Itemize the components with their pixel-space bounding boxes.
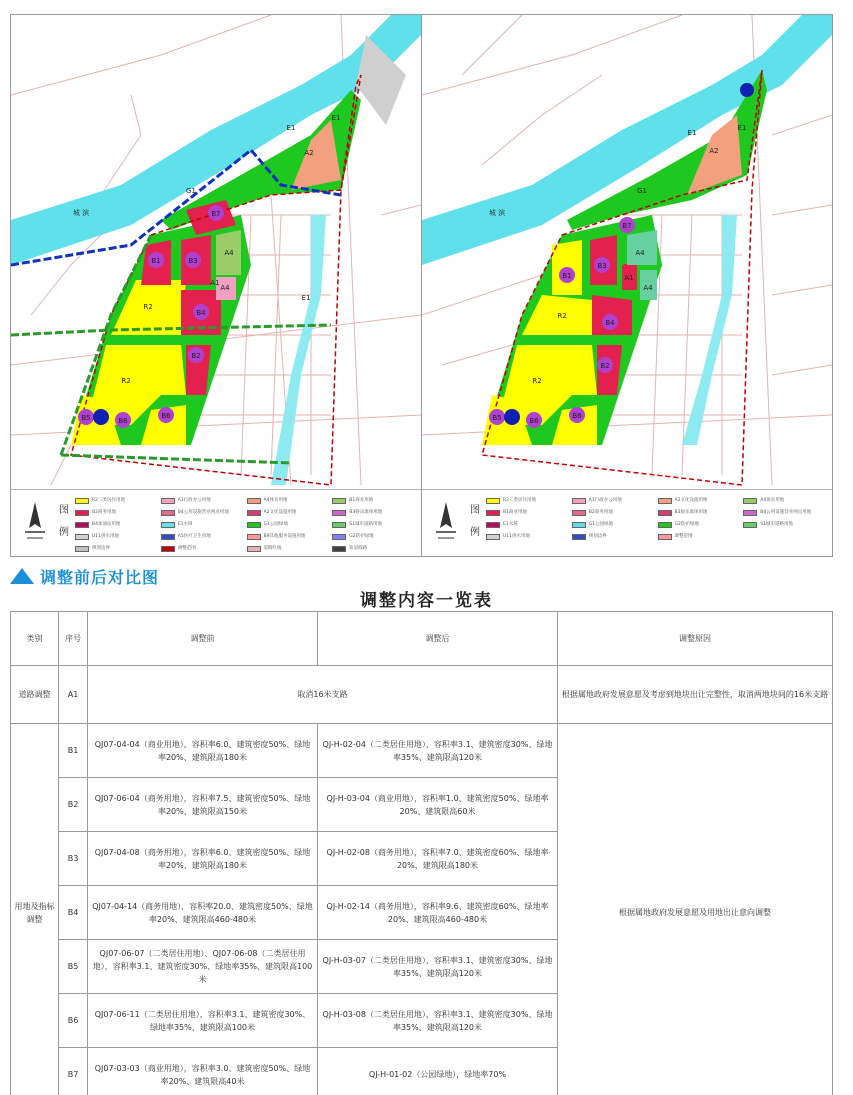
legend-label: A1行政办公用地 bbox=[588, 498, 622, 503]
legend-label: R2二类居住用地 bbox=[92, 498, 125, 503]
label-e1b: E1 bbox=[331, 114, 341, 122]
legend-swatch bbox=[743, 522, 757, 528]
legend-swatch bbox=[161, 534, 175, 540]
table-row bbox=[11, 724, 833, 778]
label-r2-south: R2 bbox=[532, 377, 542, 385]
legend-label: A5医疗卫生用地 bbox=[177, 534, 211, 539]
row-before: QJ07-03-03（商业用地），容积率3.0、建筑密度50%、绿地率20%、建筑限高40米 bbox=[88, 1048, 318, 1095]
legend-swatch bbox=[161, 510, 175, 516]
label-a4a: A4 bbox=[635, 249, 645, 257]
map-after-drawing bbox=[422, 15, 832, 489]
header-reason: 调整原因 bbox=[558, 612, 833, 666]
north-arrow-icon bbox=[430, 498, 462, 548]
label-b4: B4 bbox=[196, 309, 206, 317]
legend-label: U11供水用地 bbox=[503, 534, 531, 539]
legend-item bbox=[743, 496, 826, 505]
label-b6b: B6 bbox=[161, 412, 171, 420]
label-g1: G1 bbox=[186, 187, 196, 195]
label-r2-south: R2 bbox=[121, 377, 131, 385]
legend-swatch bbox=[75, 498, 89, 504]
legend-label: A2文化设施用地 bbox=[263, 510, 297, 515]
label-river: 城 滨 bbox=[488, 209, 506, 217]
row-id: B3 bbox=[59, 832, 88, 886]
legend-swatch bbox=[658, 522, 672, 528]
label-b6a: B6 bbox=[529, 417, 539, 425]
legend-item bbox=[332, 496, 415, 505]
legend-item bbox=[486, 520, 569, 529]
legend-swatch bbox=[161, 546, 175, 552]
legend-items bbox=[75, 496, 415, 553]
legend-swatch bbox=[75, 546, 89, 552]
label-a1: A1 bbox=[210, 279, 220, 287]
legend-swatch bbox=[658, 534, 672, 540]
header-id: 序号 bbox=[59, 612, 88, 666]
label-a4b: A4 bbox=[220, 284, 230, 292]
triangle-icon bbox=[10, 568, 34, 584]
label-r2-north: R2 bbox=[143, 303, 153, 311]
legend-item bbox=[572, 508, 655, 517]
label-b6a: B6 bbox=[118, 417, 128, 425]
label-b5: B5 bbox=[81, 414, 91, 422]
legend-title: 图例 bbox=[470, 505, 480, 538]
label-e1a: E1 bbox=[687, 129, 697, 137]
label-g1: G1 bbox=[637, 187, 647, 195]
label-a4b: A4 bbox=[643, 284, 653, 292]
map-before bbox=[10, 14, 422, 557]
legend-label: B2商务用地 bbox=[92, 510, 116, 515]
legend-item bbox=[658, 532, 741, 541]
legend-label: B4公用设施营业网点用地 bbox=[177, 510, 229, 515]
legend-label: E1水域 bbox=[503, 522, 518, 527]
legend-item bbox=[572, 532, 655, 541]
legend-item bbox=[743, 520, 826, 529]
caption-text: 调整前后对比图 bbox=[40, 567, 160, 587]
row-id: B5 bbox=[59, 940, 88, 994]
legend-label: G2防护绿地 bbox=[674, 522, 699, 527]
legend-item bbox=[161, 508, 244, 517]
label-a2: A2 bbox=[304, 149, 314, 157]
legend-title: 图例 bbox=[59, 505, 69, 538]
legend-item bbox=[332, 544, 415, 553]
legend-swatch bbox=[572, 534, 586, 540]
label-e1a: E1 bbox=[286, 124, 296, 132]
legend-swatch bbox=[247, 498, 261, 504]
north-arrow-icon bbox=[19, 498, 51, 548]
row-after: QJ-H-03-04（商业用地），容积率1.0、建筑密度50%、绿地率20%、建筑限高60米 bbox=[318, 778, 558, 832]
sport-a4a bbox=[627, 230, 657, 265]
row-after: QJ-H-02-14（商务用地），容积率9.6、建筑密度60%、绿地率20%、建筑限高460-480米 bbox=[318, 886, 558, 940]
header-after: 调整后 bbox=[318, 612, 558, 666]
label-b1: B1 bbox=[151, 257, 161, 265]
row-after: QJ-H-01-02（公园绿地），绿地率70% bbox=[318, 1048, 558, 1095]
legend-items bbox=[486, 496, 826, 541]
label-b4: B4 bbox=[605, 319, 615, 327]
label-e1c: E1 bbox=[301, 294, 311, 302]
legend-label: G2防护绿地 bbox=[349, 534, 374, 539]
label-a1: A1 bbox=[624, 274, 634, 282]
row-after: QJ-H-03-08（二类居住用地），容积率3.1、建筑密度30%、绿地率35%、建筑限高120米 bbox=[318, 994, 558, 1048]
legend-label: S1城市道路用地 bbox=[760, 522, 793, 527]
row-before: QJ07-06-04（商务用地），容积率7.5、建筑密度50%、绿地率20%、建筑限高150米 bbox=[88, 778, 318, 832]
row-after: QJ-H-02-04（二类居住用地），容积率3.1、建筑密度30%、绿地率35%、建筑限高120米 bbox=[318, 724, 558, 778]
legend-swatch bbox=[658, 510, 672, 516]
legend-item bbox=[247, 508, 330, 517]
marker-blue bbox=[504, 409, 520, 425]
legend-swatch bbox=[572, 498, 586, 504]
legend-item bbox=[658, 520, 741, 529]
label-b2: B2 bbox=[191, 352, 201, 360]
legend-label: A1行政办公用地 bbox=[177, 498, 211, 503]
map-before-drawing bbox=[11, 15, 421, 489]
legend-item bbox=[75, 496, 158, 505]
row-after: QJ-H-03-07（二类居住用地），容积率3.1、建筑密度30%、绿地率35%、建筑限高120米 bbox=[318, 940, 558, 994]
label-a4a: A4 bbox=[224, 249, 234, 257]
legend-label: 调整范围 bbox=[674, 534, 693, 539]
label-b3: B3 bbox=[188, 257, 198, 265]
figure-caption bbox=[10, 565, 159, 587]
label-b3: B3 bbox=[597, 262, 607, 270]
road-category: 道路调整 bbox=[11, 666, 59, 724]
label-b7: B7 bbox=[211, 210, 221, 218]
legend-swatch bbox=[247, 546, 261, 552]
legend-swatch bbox=[75, 510, 89, 516]
legend-swatch bbox=[658, 498, 672, 504]
legend-item bbox=[486, 496, 569, 505]
legend-label: A2文化设施用地 bbox=[674, 498, 708, 503]
legend-item bbox=[247, 520, 330, 529]
land-category: 用地及指标调整 bbox=[11, 724, 59, 1095]
label-r2-north: R2 bbox=[557, 312, 567, 320]
legend-swatch bbox=[743, 498, 757, 504]
label-b7: B7 bbox=[622, 222, 632, 230]
map-after bbox=[421, 14, 833, 557]
legend-label: B4公用设施营业网点用地 bbox=[760, 510, 812, 515]
legend-label: 调整范围 bbox=[177, 546, 196, 551]
legend-swatch bbox=[332, 546, 346, 552]
label-b1: B1 bbox=[562, 272, 572, 280]
legend-label: S1城市道路用地 bbox=[349, 522, 382, 527]
road-reason: 根据属地政府发展意愿及考虑到地块出让完整性，取消两地块间的16米支路 bbox=[558, 666, 833, 724]
road-content: 取消16米支路 bbox=[88, 666, 558, 724]
legend-swatch bbox=[247, 522, 261, 528]
legend-label: E1水域 bbox=[177, 522, 193, 527]
legend-before bbox=[11, 489, 421, 556]
legend-item bbox=[332, 520, 415, 529]
legend-item bbox=[161, 496, 244, 505]
legend-item bbox=[658, 508, 741, 517]
table-row bbox=[11, 666, 833, 724]
legend-item bbox=[75, 532, 158, 541]
legend-swatch bbox=[486, 522, 500, 528]
legend-swatch bbox=[161, 522, 175, 528]
legend-item bbox=[161, 520, 244, 529]
legend-item bbox=[247, 544, 330, 553]
legend-swatch bbox=[332, 522, 346, 528]
legend-swatch bbox=[486, 510, 500, 516]
legend-swatch bbox=[486, 498, 500, 504]
label-b2: B2 bbox=[600, 362, 610, 370]
legend-label: B3娱乐康体用地 bbox=[674, 510, 708, 515]
legend-swatch bbox=[572, 522, 586, 528]
legend-label: B1商业用地 bbox=[349, 498, 374, 503]
legend-swatch bbox=[572, 510, 586, 516]
legend-item bbox=[486, 532, 569, 541]
marker-blue bbox=[93, 409, 109, 425]
legend-label: G1公园绿地 bbox=[263, 522, 288, 527]
legend-swatch bbox=[332, 534, 346, 540]
legend-label: B3娱乐康体用地 bbox=[349, 510, 383, 515]
legend-swatch bbox=[332, 510, 346, 516]
legend-item bbox=[743, 508, 826, 517]
legend-swatch bbox=[486, 534, 500, 540]
legend-item bbox=[161, 532, 244, 541]
legend-swatch bbox=[75, 522, 89, 528]
row-before: QJ07-04-14（商务用地），容积率20.0、建筑密度50%、绿地率20%、建筑限高460-480米 bbox=[88, 886, 318, 940]
label-a2: A2 bbox=[709, 147, 719, 155]
header-before: 调整前 bbox=[88, 612, 318, 666]
header-category: 类别 bbox=[11, 612, 59, 666]
legend-label: B2商务用地 bbox=[588, 510, 613, 515]
legend-label: B9其他服务设施用地 bbox=[263, 534, 306, 539]
legend-label: B1商业用地 bbox=[503, 510, 527, 515]
row-id: B6 bbox=[59, 994, 88, 1048]
legend-label: A4体育用地 bbox=[263, 498, 288, 503]
legend-label: 道路红线 bbox=[263, 546, 282, 551]
row-before: QJ07-06-07（二类居住用地）、QJ07-06-08（二类居住用地），容积率3.1、建筑密度30%、绿地率35%、建筑限高100米 bbox=[88, 940, 318, 994]
label-b5: B5 bbox=[492, 414, 502, 422]
legend-label: G1公园绿地 bbox=[588, 522, 614, 527]
marker-blue-north bbox=[740, 83, 754, 97]
legend-item bbox=[247, 532, 330, 541]
label-b6b: B6 bbox=[572, 412, 582, 420]
legend-item bbox=[75, 544, 158, 553]
legend-swatch bbox=[332, 498, 346, 504]
legend-swatch bbox=[161, 498, 175, 504]
legend-swatch bbox=[247, 534, 261, 540]
legend-swatch bbox=[743, 510, 757, 516]
row-after: QJ-H-02-08（商务用地），容积率7.0、建筑密度60%、绿地率20%、建筑限高180米 bbox=[318, 832, 558, 886]
scope-green-3 bbox=[61, 455, 291, 463]
legend-item bbox=[247, 496, 330, 505]
row-before: QJ07-04-08（商务用地），容积率6.0、建筑密度50%、绿地率20%、建筑限高180米 bbox=[88, 832, 318, 886]
label-e1b: E1 bbox=[737, 124, 747, 132]
legend-item bbox=[572, 520, 655, 529]
legend-label: 轨道线路 bbox=[349, 546, 368, 551]
row-before: QJ07-06-11（二类居住用地），容积率3.1、建筑密度30%、绿地率35%、建筑限高100米 bbox=[88, 994, 318, 1048]
legend-after bbox=[422, 489, 832, 556]
legend-swatch bbox=[75, 534, 89, 540]
legend-label: 规划边界 bbox=[92, 546, 110, 551]
legend-swatch bbox=[247, 510, 261, 516]
legend-item bbox=[332, 508, 415, 517]
row-before: QJ07-04-04（商业用地），容积率6.0、建筑密度50%、绿地率20%、建筑限高180米 bbox=[88, 724, 318, 778]
row-id: B7 bbox=[59, 1048, 88, 1095]
legend-item bbox=[75, 520, 158, 529]
legend-item bbox=[75, 508, 158, 517]
adjustment-table bbox=[10, 611, 833, 1095]
land-reason: 根据属地政府发展意愿及用地出让意向调整 bbox=[558, 724, 833, 1095]
road-id: A1 bbox=[59, 666, 88, 724]
table-title: 调整内容一览表 bbox=[360, 591, 493, 611]
row-id: B2 bbox=[59, 778, 88, 832]
legend-item bbox=[486, 508, 569, 517]
legend-label: A4体育用地 bbox=[760, 498, 785, 503]
row-id: B1 bbox=[59, 724, 88, 778]
legend-label: 规划边界 bbox=[588, 534, 607, 539]
legend-item bbox=[572, 496, 655, 505]
legend-label: R2二类居住用地 bbox=[503, 498, 536, 503]
table-header-row bbox=[11, 612, 833, 666]
legend-item bbox=[332, 532, 415, 541]
label-river: 城 滨 bbox=[72, 209, 90, 217]
legend-item bbox=[658, 496, 741, 505]
row-id: B4 bbox=[59, 886, 88, 940]
legend-label: B4加油站用地 bbox=[92, 522, 121, 527]
legend-label: U11供水用地 bbox=[92, 534, 120, 539]
legend-item bbox=[161, 544, 244, 553]
